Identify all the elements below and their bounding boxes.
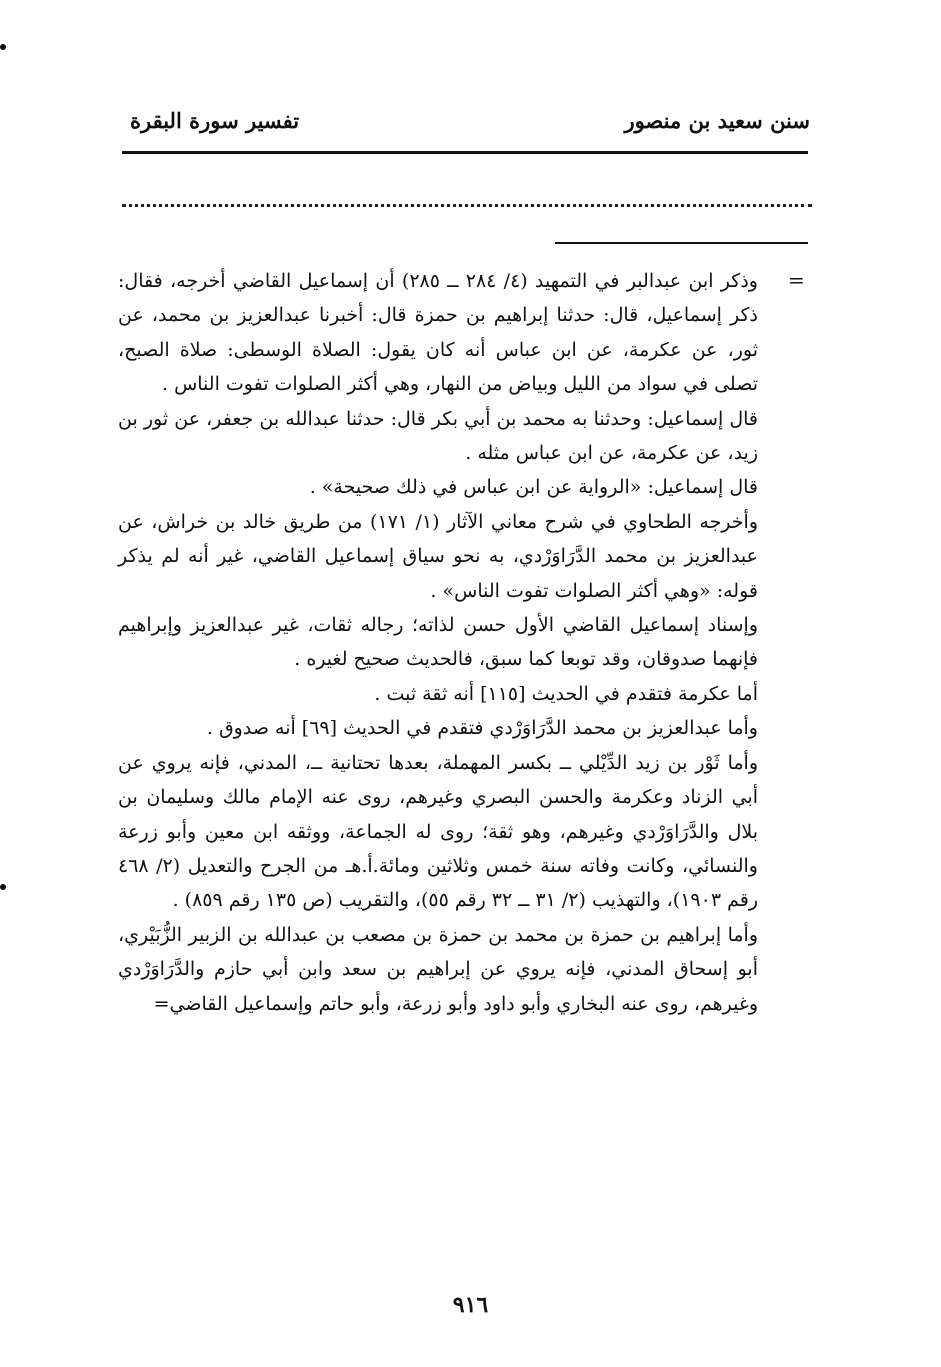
scan-mark bbox=[0, 884, 6, 890]
page-number: ٩١٦ bbox=[452, 1292, 489, 1318]
scan-mark bbox=[0, 44, 6, 50]
book-title: سنن سعيد بن منصور bbox=[624, 108, 810, 133]
paragraph: أما عكرمة فتقدم في الحديث [١١٥] أنه ثقة ثبت . bbox=[374, 682, 758, 705]
section-title: تفسير سورة البقرة bbox=[130, 108, 300, 133]
header-rule bbox=[122, 151, 808, 154]
continuation-mark: = bbox=[788, 268, 805, 292]
paragraph: قال إسماعيل: وحدثنا به محمد بن أبي بكر قال: حدثنا عبدالله بن جعفر، عن ثور بن زيد، عن عكرمة، عن ابن عباس مثله . bbox=[118, 407, 758, 465]
footnote-rule bbox=[555, 242, 808, 244]
paragraph: وأخرجه الطحاوي في شرح معاني الآثار (١/ ١٧١) من طريق خالد بن خراش، عن عبدالعزيز بن محمد الدَّرَاوَرْدي، به نحو سياق إسماعيل القاضي، غير أنه لم يذكر قوله: «وهي أكثر الصلوات تفوت الناس» . bbox=[118, 510, 758, 602]
page-header bbox=[120, 100, 810, 140]
paragraph: وأما ثَوْر بن زيد الدِّيْلي ــ بكسر المهملة، بعدها تحتانية ــ، المدني، فإنه يروي عن أبي الزناد وعكرمة والحسن البصري وغيرهم، روى عنه الإمام مالك وسليمان بن بلال والدَّرَاوَرْدي وغيرهم، وهو ثقة؛ روى له الجماعة، ووثقه ابن معين وأبو زرعة والنسائي، وكانت وفاته سنة خمس وثلاثين ومائة.أ.هـ من الجرح والتعديل (٢/ ٤٦٨ رقم ١٩٠٣)، والتهذيب (٢/ ٣١ ــ ٣٢ رقم ٥٥)، والتقريب (ص ١٣٥ رقم ٨٥٩) . bbox=[118, 751, 758, 912]
paragraph: وأما عبدالعزيز بن محمد الدَّرَاوَرْدي فتقدم في الحديث [٦٩] أنه صدوق . bbox=[206, 717, 758, 740]
paragraph: قال إسماعيل: «الرواية عن ابن عباس في ذلك صحيحة» . bbox=[309, 476, 758, 499]
paragraph: وأما إبراهيم بن حمزة بن محمد بن حمزة بن مصعب بن عبدالله بن الزبير الزُّبَيْري، أبو إسحاق المدني، فإنه يروي عن إبراهيم بن سعد وابن أبي حازم والدَّرَاوَرْدي وغيرهم، روى عنه البخاري وأبو داود وأبو زرعة، وأبو حاتم وإسماعيل القاضي= bbox=[118, 923, 758, 1015]
dotted-separator bbox=[122, 192, 812, 207]
footnote-body bbox=[118, 264, 758, 1021]
paragraph: وإسناد إسماعيل القاضي الأول حسن لذاته؛ رجاله ثقات، غير عبدالعزيز وإبراهيم فإنهما صدوقان، وقد توبعا كما سبق، فالحديث صحيح لغيره . bbox=[118, 614, 758, 671]
paragraph: وذكر ابن عبدالبر في التمهيد (٤/ ٢٨٤ ــ ٢٨٥) أن إسماعيل القاضي أخرجه، فقال: ذكر إسماعيل، قال: حدثنا إبراهيم بن حمزة قال: أخبرنا عبدالعزيز بن محمد، عن ثور، عن عكرمة، عن ابن عباس أنه كان يقول: الصلاة الوسطى: صلاة الصبح، تصلى في سواد من الليل وبياض من النهار، وهي أكثر الصلوات تفوت الناس . bbox=[118, 270, 758, 396]
